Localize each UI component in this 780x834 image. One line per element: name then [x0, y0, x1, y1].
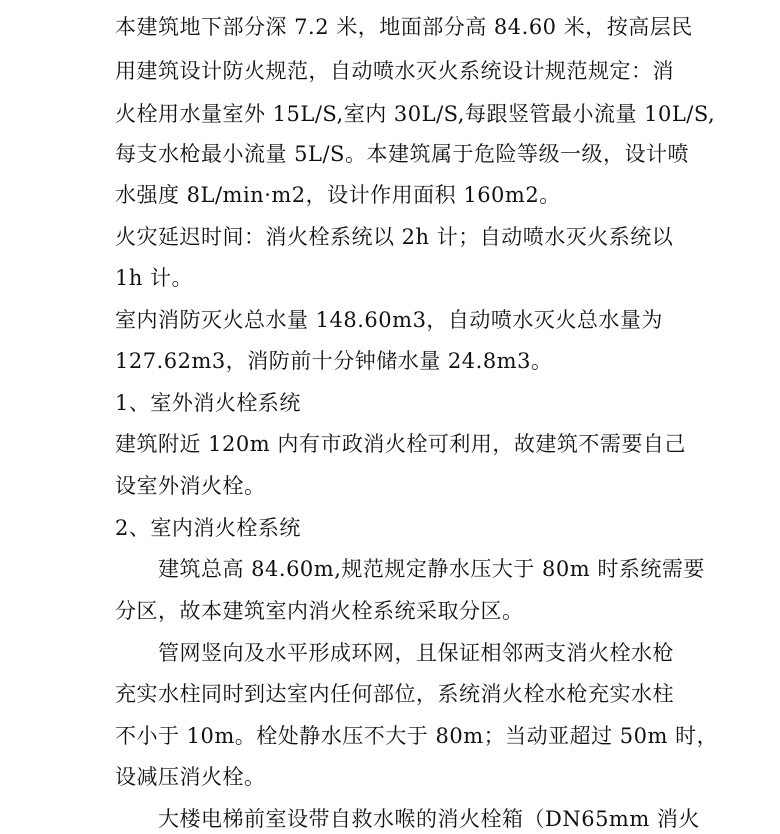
text-line: 管网竖向及水平形成环网，且保证相邻两支消火栓水枪: [158, 641, 674, 665]
text-line: 室内消防灭火总水量 148.60m3，自动喷水灭火总水量为: [115, 308, 663, 332]
section-heading: 1、室外消火栓系统: [115, 391, 301, 415]
text-line: 每支水枪最小流量 5L/S。本建筑属于危险等级一级，设计喷: [115, 142, 689, 166]
text-line: 大楼电梯前室设带自救水喉的消火栓箱（DN65mm 消火: [158, 807, 700, 831]
text-line: 充实水柱同时到达室内任何部位，系统消火栓水枪充实水柱: [115, 682, 674, 706]
text-line: 1h 计。: [115, 266, 194, 290]
text-line: 火灾延迟时间：消火栓系统以 2h 计；自动喷水灭火系统以: [115, 225, 674, 249]
text-line: 本建筑地下部分深 7.2 米，地面部分高 84.60 米，按高层民: [115, 15, 693, 39]
text-line: 设室外消火栓。: [115, 474, 266, 498]
text-line: 建筑附近 120m 内有市政消火栓可利用，故建筑不需要自己: [115, 432, 686, 456]
section-heading: 2、室内消火栓系统: [115, 516, 301, 540]
text-line: 127.62m3，消防前十分钟储水量 24.8m3。: [115, 349, 553, 373]
text-line: 用建筑设计防火规范，自动喷水灭火系统设计规范规定：消: [115, 59, 674, 83]
text-line: 分区，故本建筑室内消火栓系统采取分区。: [115, 599, 524, 623]
text-line: 水强度 8L/min·m2，设计作用面积 160m2。: [115, 183, 561, 207]
text-line: 设减压消火栓。: [115, 765, 266, 789]
text-line: 不小于 10m。栓处静水压不大于 80m；当动亚超过 50m 时，: [115, 724, 719, 748]
text-line: 建筑总高 84.60m,规范规定静水压大于 80m 时系统需要: [158, 557, 705, 581]
text-line: 火栓用水量室外 15L/S,室内 30L/S,每跟竖管最小流量 10L/S,: [115, 102, 716, 126]
